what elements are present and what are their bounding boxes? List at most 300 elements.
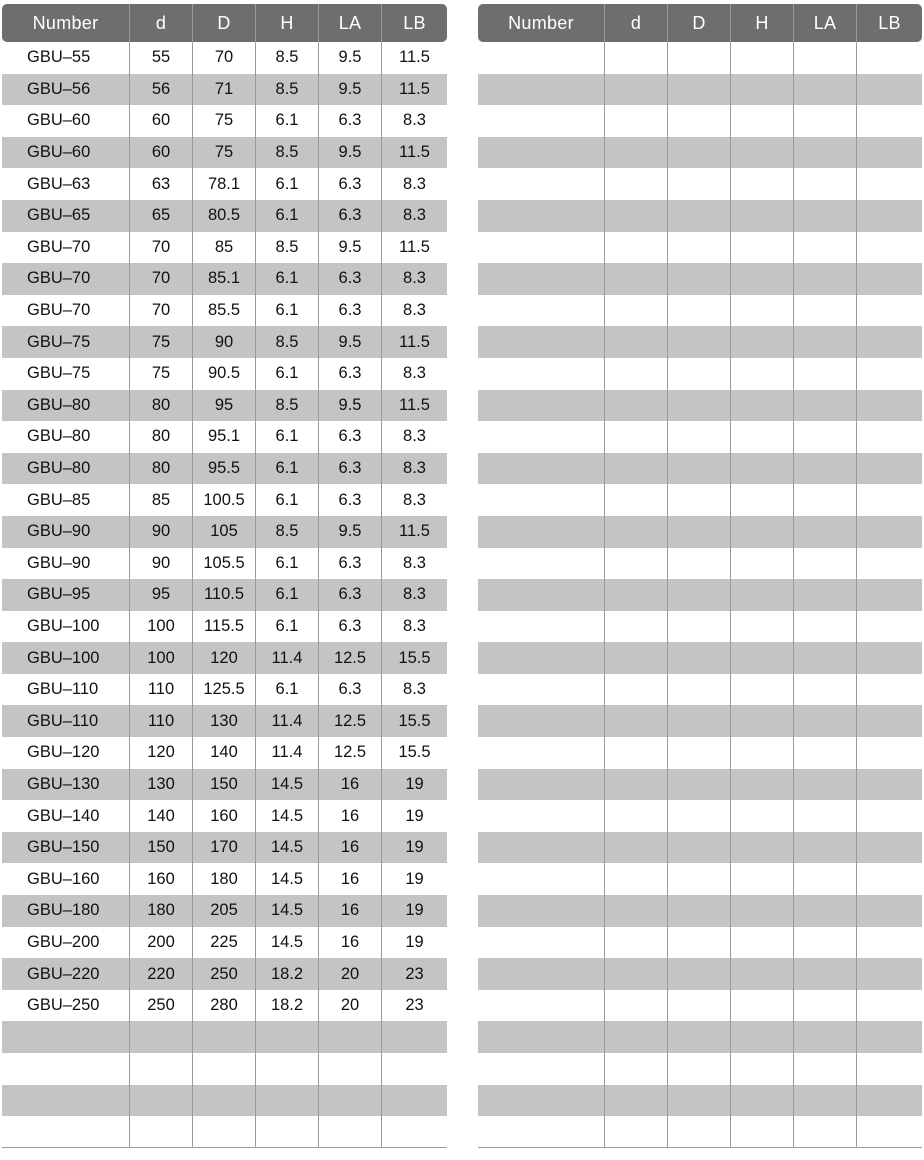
table-cell: 12.5: [318, 642, 381, 674]
table-cell: [856, 1021, 922, 1053]
table-cell: 115.5: [192, 611, 255, 643]
table-cell: 110.5: [192, 579, 255, 611]
table-cell: 20: [318, 990, 381, 1022]
table-row-number-cell: [478, 1116, 604, 1148]
table-cell: 9.5: [318, 42, 381, 74]
table-cell: [856, 863, 922, 895]
table-row-number-cell: GBU–90: [2, 516, 129, 548]
table-cell: [730, 927, 793, 959]
table-cell: 11.5: [381, 326, 447, 358]
table-cell: 12.5: [318, 737, 381, 769]
table-cell: [667, 74, 730, 106]
table-cell: 19: [381, 863, 447, 895]
table-row-number-cell: [478, 990, 604, 1022]
table-row-number-cell: GBU–200: [27, 932, 100, 951]
table-cell: [793, 990, 856, 1022]
table-cell: 95: [192, 390, 255, 422]
table-cell: [667, 390, 730, 422]
table-row-number-cell: [478, 263, 604, 295]
table-cell: [793, 137, 856, 169]
table-cell: 8.5: [255, 516, 318, 548]
table-cell: [856, 800, 922, 832]
table-cell: 71: [192, 74, 255, 106]
table-cell: 16: [318, 927, 381, 959]
table-cell: [730, 232, 793, 264]
table-row-number-cell: [478, 326, 604, 358]
table-cell: [667, 453, 730, 485]
table-row-number-cell: [478, 737, 604, 769]
table-cell: [730, 1021, 793, 1053]
table-cell: [604, 484, 667, 516]
table-cell: 6.1: [255, 611, 318, 643]
table-cell: [318, 1116, 381, 1148]
table-cell: [129, 1053, 192, 1085]
table-row-number-cell: [478, 548, 604, 580]
table-cell: [192, 1053, 255, 1085]
table-cell: [730, 295, 793, 327]
table-cell: [856, 137, 922, 169]
table-cell: 150: [192, 769, 255, 801]
table-cell: [604, 1085, 667, 1117]
table-cell: 6.1: [255, 295, 318, 327]
table-cell: [793, 232, 856, 264]
table-cell: [730, 358, 793, 390]
table-cell: [793, 642, 856, 674]
table-cell: 6.3: [318, 295, 381, 327]
table-cell: [604, 137, 667, 169]
table-cell: 180: [129, 895, 192, 927]
table-cell: 16: [318, 769, 381, 801]
table-cell: 14.5: [255, 863, 318, 895]
table-cell: [793, 958, 856, 990]
column-header: d: [604, 4, 667, 42]
table-cell: [730, 863, 793, 895]
table-cell: [667, 168, 730, 200]
table-cell: [856, 326, 922, 358]
table-cell: [667, 737, 730, 769]
table-cell: 8.3: [381, 358, 447, 390]
table-cell: [730, 769, 793, 801]
table-row-number-cell: GBU–56: [2, 74, 129, 106]
table-cell: [604, 390, 667, 422]
table-cell: 9.5: [318, 390, 381, 422]
table-cell: 85.1: [192, 263, 255, 295]
table-row-number-cell: [478, 1053, 604, 1085]
table-cell: [667, 295, 730, 327]
table-cell: [604, 1053, 667, 1085]
table-cell: [604, 832, 667, 864]
table-cell: 100: [129, 642, 192, 674]
table-cell: [604, 105, 667, 137]
table-row-number-cell: [478, 200, 604, 232]
table-cell: [667, 990, 730, 1022]
table-cell: [730, 516, 793, 548]
table-cell: 8.5: [255, 137, 318, 169]
table-row-number-cell: GBU–250: [27, 996, 100, 1015]
table-row-number-cell: [478, 895, 604, 927]
table-cell: 75: [192, 137, 255, 169]
table-cell: [604, 200, 667, 232]
table-cell: [667, 232, 730, 264]
table-cell: [793, 358, 856, 390]
table-cell: 11.5: [381, 232, 447, 264]
table-cell: [667, 326, 730, 358]
table-row-number-cell: GBU–70: [2, 263, 129, 295]
table-cell: 6.3: [318, 484, 381, 516]
table-cell: 14.5: [255, 895, 318, 927]
table-cell: 170: [192, 832, 255, 864]
table-cell: [604, 168, 667, 200]
table-cell: 78.1: [192, 168, 255, 200]
table-cell: [604, 705, 667, 737]
table-cell: [793, 1053, 856, 1085]
table-row-number-cell: [2, 1116, 129, 1148]
table-cell: [667, 863, 730, 895]
table-cell: [667, 832, 730, 864]
table-cell: 6.3: [318, 200, 381, 232]
table-cell: [856, 516, 922, 548]
table-cell: [667, 548, 730, 580]
table-row-number-cell: [478, 358, 604, 390]
table-row-number-cell: [478, 295, 604, 327]
table-row-number-cell: [478, 927, 604, 959]
table-cell: 80: [129, 453, 192, 485]
table-cell: [793, 579, 856, 611]
table-cell: 70: [129, 232, 192, 264]
table-row-number-cell: GBU–95: [2, 579, 129, 611]
table-row-number-cell: GBU–220: [2, 958, 129, 990]
table-cell: 16: [318, 800, 381, 832]
table-cell: 250: [129, 990, 192, 1022]
table-cell: 105.5: [192, 548, 255, 580]
table-cell: 70: [192, 42, 255, 74]
table-row-number-cell: GBU–160: [27, 869, 100, 888]
table-cell: 6.1: [255, 105, 318, 137]
table-cell: 70: [129, 295, 192, 327]
table-cell: [856, 74, 922, 106]
table-cell: 75: [129, 358, 192, 390]
table-cell: [730, 674, 793, 706]
table-cell: [856, 548, 922, 580]
table-cell: [318, 1085, 381, 1117]
table-row-number-cell: [478, 674, 604, 706]
table-cell: 65: [129, 200, 192, 232]
table-row-number-cell: [478, 642, 604, 674]
table-cell: 19: [381, 769, 447, 801]
table-row-number-cell: [478, 453, 604, 485]
table-cell: 16: [318, 895, 381, 927]
table-cell: 9.5: [318, 74, 381, 106]
table-cell: [604, 895, 667, 927]
table-cell: [730, 1116, 793, 1148]
table-row-number-cell: [478, 800, 604, 832]
table-cell: 8.5: [255, 232, 318, 264]
table-cell: [604, 358, 667, 390]
table-row-number-cell: [478, 421, 604, 453]
table-cell: [318, 1053, 381, 1085]
table-cell: 8.3: [381, 295, 447, 327]
table-cell: 110: [129, 705, 192, 737]
table-cell: [604, 548, 667, 580]
table-cell: [793, 737, 856, 769]
table-cell: 8.3: [381, 168, 447, 200]
table-cell: [730, 200, 793, 232]
table-cell: [793, 516, 856, 548]
table-cell: [192, 1116, 255, 1148]
table-row-number-cell: GBU–63: [27, 174, 91, 193]
table-row-number-cell: GBU–80: [2, 453, 129, 485]
table-cell: 200: [129, 927, 192, 959]
table-row-number-cell: [478, 579, 604, 611]
table-cell: 11.5: [381, 74, 447, 106]
table-cell: [856, 579, 922, 611]
table-cell: 11.5: [381, 516, 447, 548]
table-row-number-cell: GBU–180: [2, 895, 129, 927]
table-cell: 8.3: [381, 263, 447, 295]
table-row-number-cell: GBU–100: [2, 642, 129, 674]
table-cell: [667, 579, 730, 611]
table-cell: [793, 832, 856, 864]
table-cell: 11.5: [381, 42, 447, 74]
table-cell: 8.3: [381, 548, 447, 580]
table-cell: [604, 863, 667, 895]
table-cell: [856, 1053, 922, 1085]
table-cell: 6.1: [255, 453, 318, 485]
table-cell: [793, 1021, 856, 1053]
table-cell: [793, 863, 856, 895]
table-row-number-cell: [478, 1085, 604, 1117]
table-row-number-cell: [478, 105, 604, 137]
table-cell: [730, 642, 793, 674]
table-row-number-cell: [478, 484, 604, 516]
table-row-number-cell: GBU–100: [27, 616, 100, 635]
table-cell: [667, 105, 730, 137]
table-row-number-cell: GBU–55: [27, 48, 91, 67]
table-row-number-cell: [478, 390, 604, 422]
table-cell: 14.5: [255, 832, 318, 864]
table-cell: 16: [318, 863, 381, 895]
table-cell: [856, 958, 922, 990]
table-cell: [793, 1116, 856, 1148]
table-cell: 20: [318, 958, 381, 990]
table-row-number-cell: GBU–65: [2, 200, 129, 232]
table-cell: [856, 832, 922, 864]
table-cell: [793, 705, 856, 737]
column-header: LB: [381, 4, 447, 42]
table-cell: [604, 42, 667, 74]
table-cell: 8.3: [381, 674, 447, 706]
table-cell: 6.3: [318, 611, 381, 643]
table-cell: [793, 927, 856, 959]
table-cell: [793, 42, 856, 74]
table-cell: 205: [192, 895, 255, 927]
table-cell: 9.5: [318, 137, 381, 169]
table-cell: 6.1: [255, 484, 318, 516]
table-cell: [856, 1085, 922, 1117]
table-row-number-cell: GBU–80: [27, 427, 91, 446]
table-cell: [730, 168, 793, 200]
table-cell: 95: [129, 579, 192, 611]
table-cell: [730, 453, 793, 485]
table-cell: [604, 800, 667, 832]
table-row-number-cell: GBU–150: [2, 832, 129, 864]
table-cell: [604, 958, 667, 990]
column-header: LB: [856, 4, 922, 42]
table-cell: [604, 263, 667, 295]
table-row-number-cell: GBU–60: [27, 111, 91, 130]
table-cell: 8.3: [381, 611, 447, 643]
table-cell: [793, 453, 856, 485]
table-cell: 130: [129, 769, 192, 801]
table-cell: 23: [381, 990, 447, 1022]
table-cell: [192, 1085, 255, 1117]
table-cell: [793, 674, 856, 706]
table-cell: [667, 642, 730, 674]
table-cell: [604, 737, 667, 769]
table-cell: 6.3: [318, 105, 381, 137]
table-cell: [793, 800, 856, 832]
table-cell: 85.5: [192, 295, 255, 327]
table-cell: 6.3: [318, 358, 381, 390]
table-cell: [856, 1116, 922, 1148]
table-cell: [856, 358, 922, 390]
table-cell: 8.3: [381, 453, 447, 485]
table-cell: [667, 1085, 730, 1117]
table-cell: [856, 421, 922, 453]
table-cell: [667, 137, 730, 169]
table-cell: [730, 832, 793, 864]
table-row-number-cell: [2, 1085, 129, 1117]
table-cell: 120: [192, 642, 255, 674]
table-cell: 55: [129, 42, 192, 74]
table-cell: [793, 769, 856, 801]
table-cell: [730, 990, 793, 1022]
table-cell: 6.3: [318, 453, 381, 485]
table-cell: [667, 958, 730, 990]
table-cell: [667, 705, 730, 737]
table-cell: 15.5: [381, 737, 447, 769]
table-cell: [667, 769, 730, 801]
table-cell: [381, 1116, 447, 1148]
table-cell: [856, 168, 922, 200]
table-cell: [318, 1021, 381, 1053]
table-cell: 140: [192, 737, 255, 769]
table-cell: 85: [192, 232, 255, 264]
table-cell: 9.5: [318, 232, 381, 264]
table-cell: [793, 895, 856, 927]
table-cell: 6.1: [255, 579, 318, 611]
table-row-number-cell: GBU–70: [27, 301, 91, 320]
table-cell: 18.2: [255, 958, 318, 990]
table-cell: 14.5: [255, 769, 318, 801]
table-cell: [856, 105, 922, 137]
table-cell: [604, 326, 667, 358]
column-header: d: [129, 4, 192, 42]
column-header: D: [192, 4, 255, 42]
table-cell: 70: [129, 263, 192, 295]
table-cell: [793, 421, 856, 453]
table-cell: [255, 1021, 318, 1053]
table-cell: 19: [381, 832, 447, 864]
table-cell: 23: [381, 958, 447, 990]
table-cell: 6.3: [318, 168, 381, 200]
table-cell: [255, 1053, 318, 1085]
table-cell: 11.4: [255, 705, 318, 737]
table-cell: [604, 579, 667, 611]
table-cell: [667, 358, 730, 390]
table-cell: 75: [192, 105, 255, 137]
table-cell: 15.5: [381, 705, 447, 737]
table-cell: [604, 295, 667, 327]
table-row-number-cell: GBU–130: [2, 769, 129, 801]
table-cell: [667, 200, 730, 232]
table-cell: 16: [318, 832, 381, 864]
table-cell: [381, 1053, 447, 1085]
table-cell: [604, 990, 667, 1022]
table-cell: 100.5: [192, 484, 255, 516]
table-row-number-cell: GBU–110: [2, 705, 129, 737]
table-cell: [856, 232, 922, 264]
table-cell: [604, 1021, 667, 1053]
table-cell: 11.5: [381, 390, 447, 422]
table-cell: 90: [129, 516, 192, 548]
table-row-number-cell: GBU–120: [27, 743, 100, 762]
table-cell: 9.5: [318, 326, 381, 358]
table-cell: [129, 1116, 192, 1148]
table-cell: 8.3: [381, 579, 447, 611]
table-cell: [856, 769, 922, 801]
table-cell: [856, 200, 922, 232]
table-cell: 95.1: [192, 421, 255, 453]
table-cell: [604, 516, 667, 548]
table-cell: [856, 484, 922, 516]
table-cell: [793, 105, 856, 137]
table-cell: 56: [129, 74, 192, 106]
table-row-number-cell: [478, 137, 604, 169]
table-cell: 220: [129, 958, 192, 990]
table-cell: 85: [129, 484, 192, 516]
table-cell: 8.5: [255, 326, 318, 358]
table-cell: [667, 1116, 730, 1148]
table-cell: [604, 674, 667, 706]
table-cell: [730, 484, 793, 516]
table-cell: [667, 1053, 730, 1085]
table-cell: 8.5: [255, 390, 318, 422]
table-cell: [667, 895, 730, 927]
table-cell: [856, 737, 922, 769]
table-cell: 8.3: [381, 200, 447, 232]
table-cell: 6.1: [255, 263, 318, 295]
table-row-number-cell: GBU–80: [2, 390, 129, 422]
table-cell: 6.1: [255, 421, 318, 453]
table-cell: 80: [129, 390, 192, 422]
column-header: LA: [793, 4, 856, 42]
table-cell: 110: [129, 674, 192, 706]
table-row-number-cell: [478, 232, 604, 264]
table-cell: [730, 263, 793, 295]
table-row-number-cell: GBU–85: [27, 490, 91, 509]
table-cell: 180: [192, 863, 255, 895]
table-row-number-cell: GBU–90: [27, 553, 91, 572]
table-cell: [667, 516, 730, 548]
table-cell: [793, 168, 856, 200]
table-row-number-cell: GBU–75: [27, 364, 91, 383]
table-cell: [793, 611, 856, 643]
column-header: H: [730, 4, 793, 42]
table-cell: 95.5: [192, 453, 255, 485]
table-row-number-cell: GBU–75: [2, 326, 129, 358]
table-cell: 6.3: [318, 579, 381, 611]
